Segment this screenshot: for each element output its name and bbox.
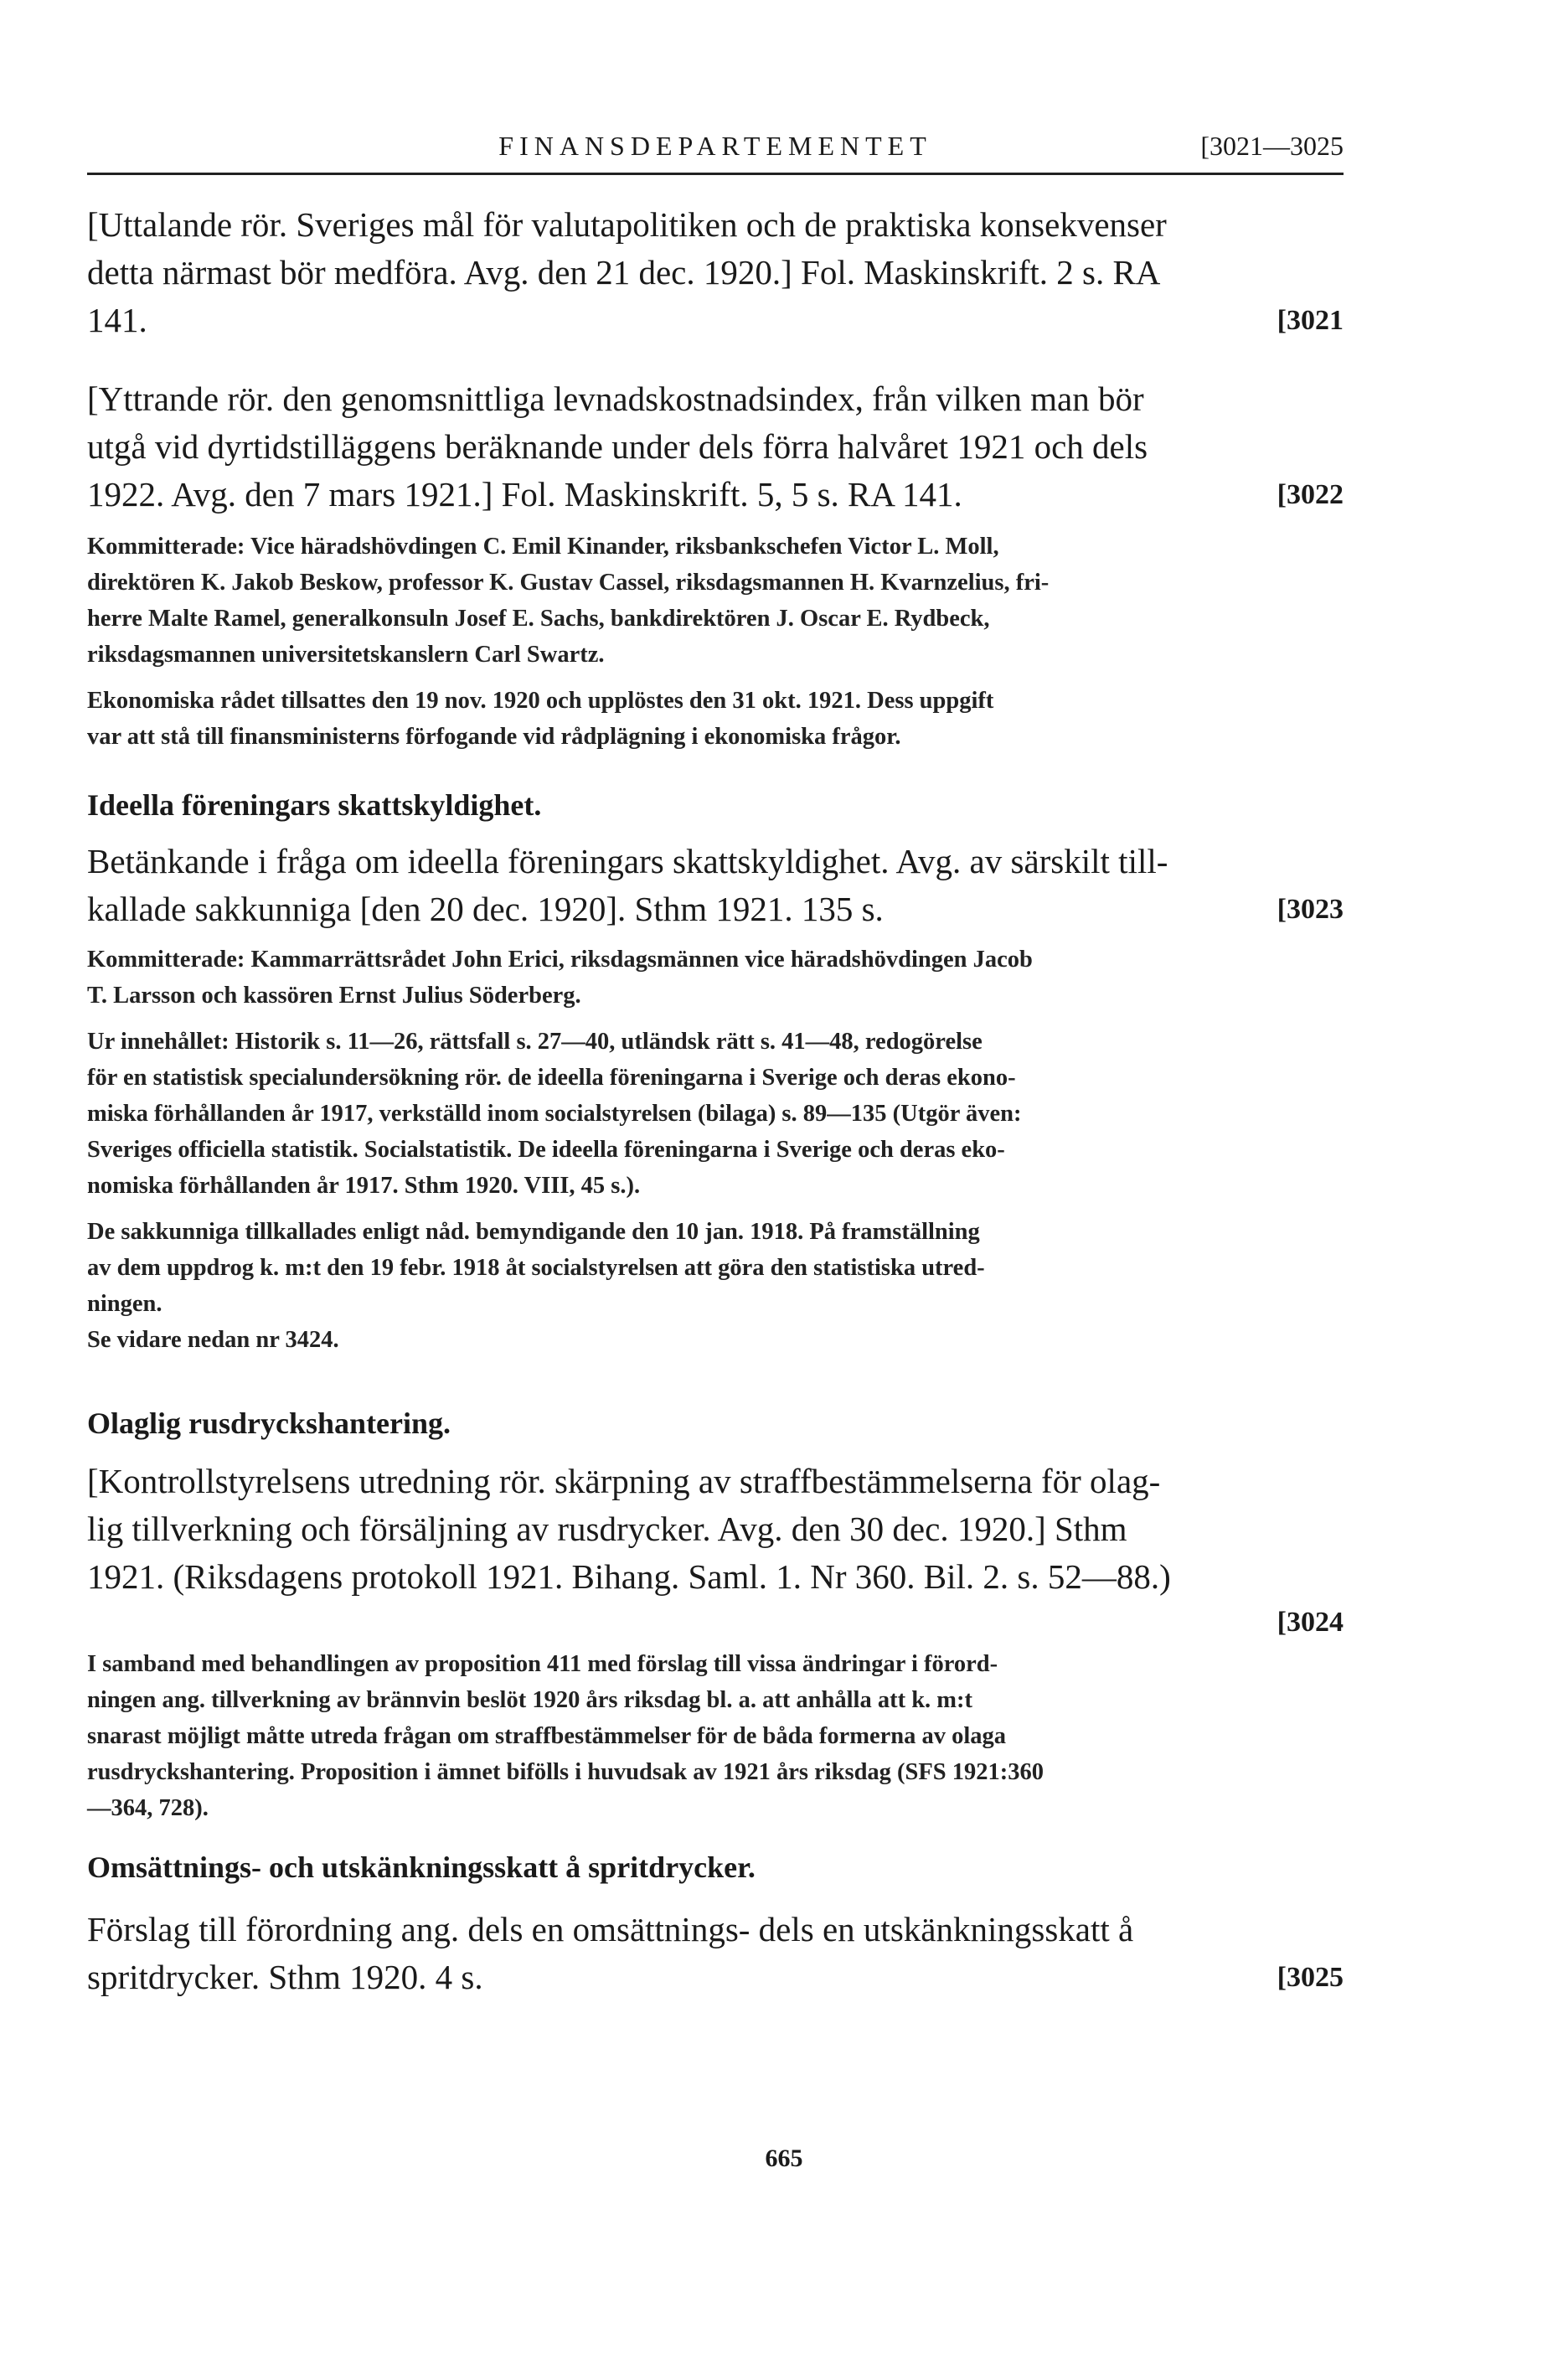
note-line: Sveriges officiella statistik. Socialstatistik. De ideella föreningarna i Sverige och deras eko- [87, 1137, 1005, 1163]
entry-3024-line1: [Kontrollstyrelsens utredning rör. skärpning av straffbestämmelserna för olag- [87, 1462, 1161, 1500]
note-line: Kommitterade: Vice häradshövdingen C. Emil Kinander, riksbankschefen Victor L. Moll, [87, 534, 999, 560]
entry-3023-line2: kallade sakkunniga [den 20 dec. 1920]. Sthm 1921. 135 s. [87, 890, 884, 928]
note-line: herre Malte Ramel, generalkonsuln Josef E. Sachs, bankdirektören J. Oscar E. Rydbeck, [87, 606, 990, 632]
header-entry-range: [3021—3025 [1200, 131, 1344, 161]
entry-code-3021: [3021 [1277, 305, 1344, 336]
entry-3022-line2: utgå vid dyrtidstilläggens beräknande under dels förra halvåret 1921 och dels [87, 427, 1148, 466]
section-olaglig [87, 1406, 1344, 1441]
entry-code-3023: [3023 [1277, 894, 1344, 925]
header-title: FINANSDEPARTEMENTET [498, 131, 932, 161]
note-line: Ekonomiska rådet tillsattes den 19 nov. 1920 och upplöstes den 31 okt. 1921. Dess uppgift [87, 688, 994, 714]
note-line: rusdryckshantering. Proposition i ämnet bifölls i huvudsak av 1921 års riksdag (SFS 1921:360 [87, 1759, 1044, 1785]
entry-3021-line3: 141. [87, 301, 147, 339]
note-line: för en statistisk specialundersökning rör. de ideella föreningarna i Sverige och deras ekono- [87, 1065, 1016, 1091]
entry-3021-line2: detta närmast bör medföra. Avg. den 21 dec. 1920.] Fol. Maskinskrift. 2 s. RA [87, 253, 1161, 292]
entry-3025-line2: spritdrycker. Sthm 1920. 4 s. [87, 1958, 483, 1996]
entry-3023-line1: Betänkande i fråga om ideella föreningars skattskyldighet. Avg. av särskilt till- [87, 842, 1168, 880]
entry-3024 [87, 1458, 1344, 1826]
section-heading: Omsättnings- och utskänkningsskatt å spritdrycker. [87, 1850, 756, 1884]
note-line: ningen. [87, 1291, 162, 1317]
cross-reference: Se vidare nedan nr 3424. [87, 1327, 339, 1353]
note-line: T. Larsson och kassören Ernst Julius Söderberg. [87, 983, 581, 1009]
entry-code-3024: [3024 [1277, 1607, 1344, 1638]
note-line: miska förhållanden år 1917, verkställd inom socialstyrelsen (bilaga) s. 89—135 (Utgör även: [87, 1101, 1022, 1127]
note-line: Ur innehållet: Historik s. 11—26, rättsfall s. 27—40, utländsk rätt s. 41—48, redogörelse [87, 1029, 983, 1055]
entry-3023 [87, 838, 1344, 1358]
section-heading: Olaglig rusdryckshantering. [87, 1406, 451, 1440]
entry-3024-line2: lig tillverkning och försäljning av rusdrycker. Avg. den 30 dec. 1920.] Sthm [87, 1510, 1127, 1548]
entry-code-3022: [3022 [1277, 479, 1344, 510]
note-line: —364, 728). [87, 1795, 209, 1821]
entry-3022-line1: [Yttrande rör. den genomsnittliga levnadskostnadsindex, från vilken man bör [87, 379, 1144, 418]
entry-code-3025: [3025 [1277, 1962, 1344, 1993]
note-line: riksdagsmannen universitetskanslern Carl Swartz. [87, 642, 605, 668]
entry-3021 [87, 201, 1344, 344]
section-omsattning [87, 1850, 1344, 1885]
note-line: De sakkunniga tillkallades enligt nåd. bemyndigande den 10 jan. 1918. På framställning [87, 1219, 980, 1245]
note-line: snarast möjligt måtte utreda frågan om straffbestämmelser för de båda formerna av olaga [87, 1723, 1007, 1749]
entry-3025-line1: Förslag till förordning ang. dels en omsättnings- dels en utskänkningsskatt å [87, 1910, 1134, 1948]
note-line: I samband med behandlingen av proposition 411 med förslag till vissa ändringar i förord- [87, 1651, 998, 1677]
entry-3021-line1: [Uttalande rör. Sveriges mål för valutapolitiken och de praktiska konsekvenser [87, 205, 1167, 244]
entry-3022 [87, 375, 1344, 755]
note-line: ningen ang. tillverkning av brännvin beslöt 1920 års riksdag bl. a. att anhålla att k. m:t [87, 1687, 973, 1713]
note-line: Kommitterade: Kammarrättsrådet John Erici, riksdagsmännen vice häradshövdingen Jacob [87, 947, 1033, 973]
entry-3025 [87, 1906, 1344, 2001]
note-line: direktören K. Jakob Beskow, professor K. Gustav Cassel, riksdagsmannen H. Kvarnzelius, fri- [87, 570, 1050, 596]
page-number: 665 [765, 2144, 803, 2172]
running-header [87, 126, 1344, 175]
entry-3024-line3: 1921. (Riksdagens protokoll 1921. Bihang. Saml. 1. Nr 360. Bil. 2. s. 52—88.) [87, 1557, 1171, 1596]
section-heading: Ideella föreningars skattskyldighet. [87, 788, 542, 822]
note-line: av dem uppdrog k. m:t den 19 febr. 1918 åt socialstyrelsen att göra den statistiska utred- [87, 1255, 985, 1281]
note-line: nomiska förhållanden år 1917. Sthm 1920. VIII, 45 s.). [87, 1173, 641, 1199]
note-line: var att stå till finansministerns förfogande vid rådplägning i ekonomiska frågor. [87, 724, 901, 750]
entry-3022-line3: 1922. Avg. den 7 mars 1921.] Fol. Maskinskrift. 5, 5 s. RA 141. [87, 475, 962, 514]
section-ideella [87, 787, 1344, 823]
